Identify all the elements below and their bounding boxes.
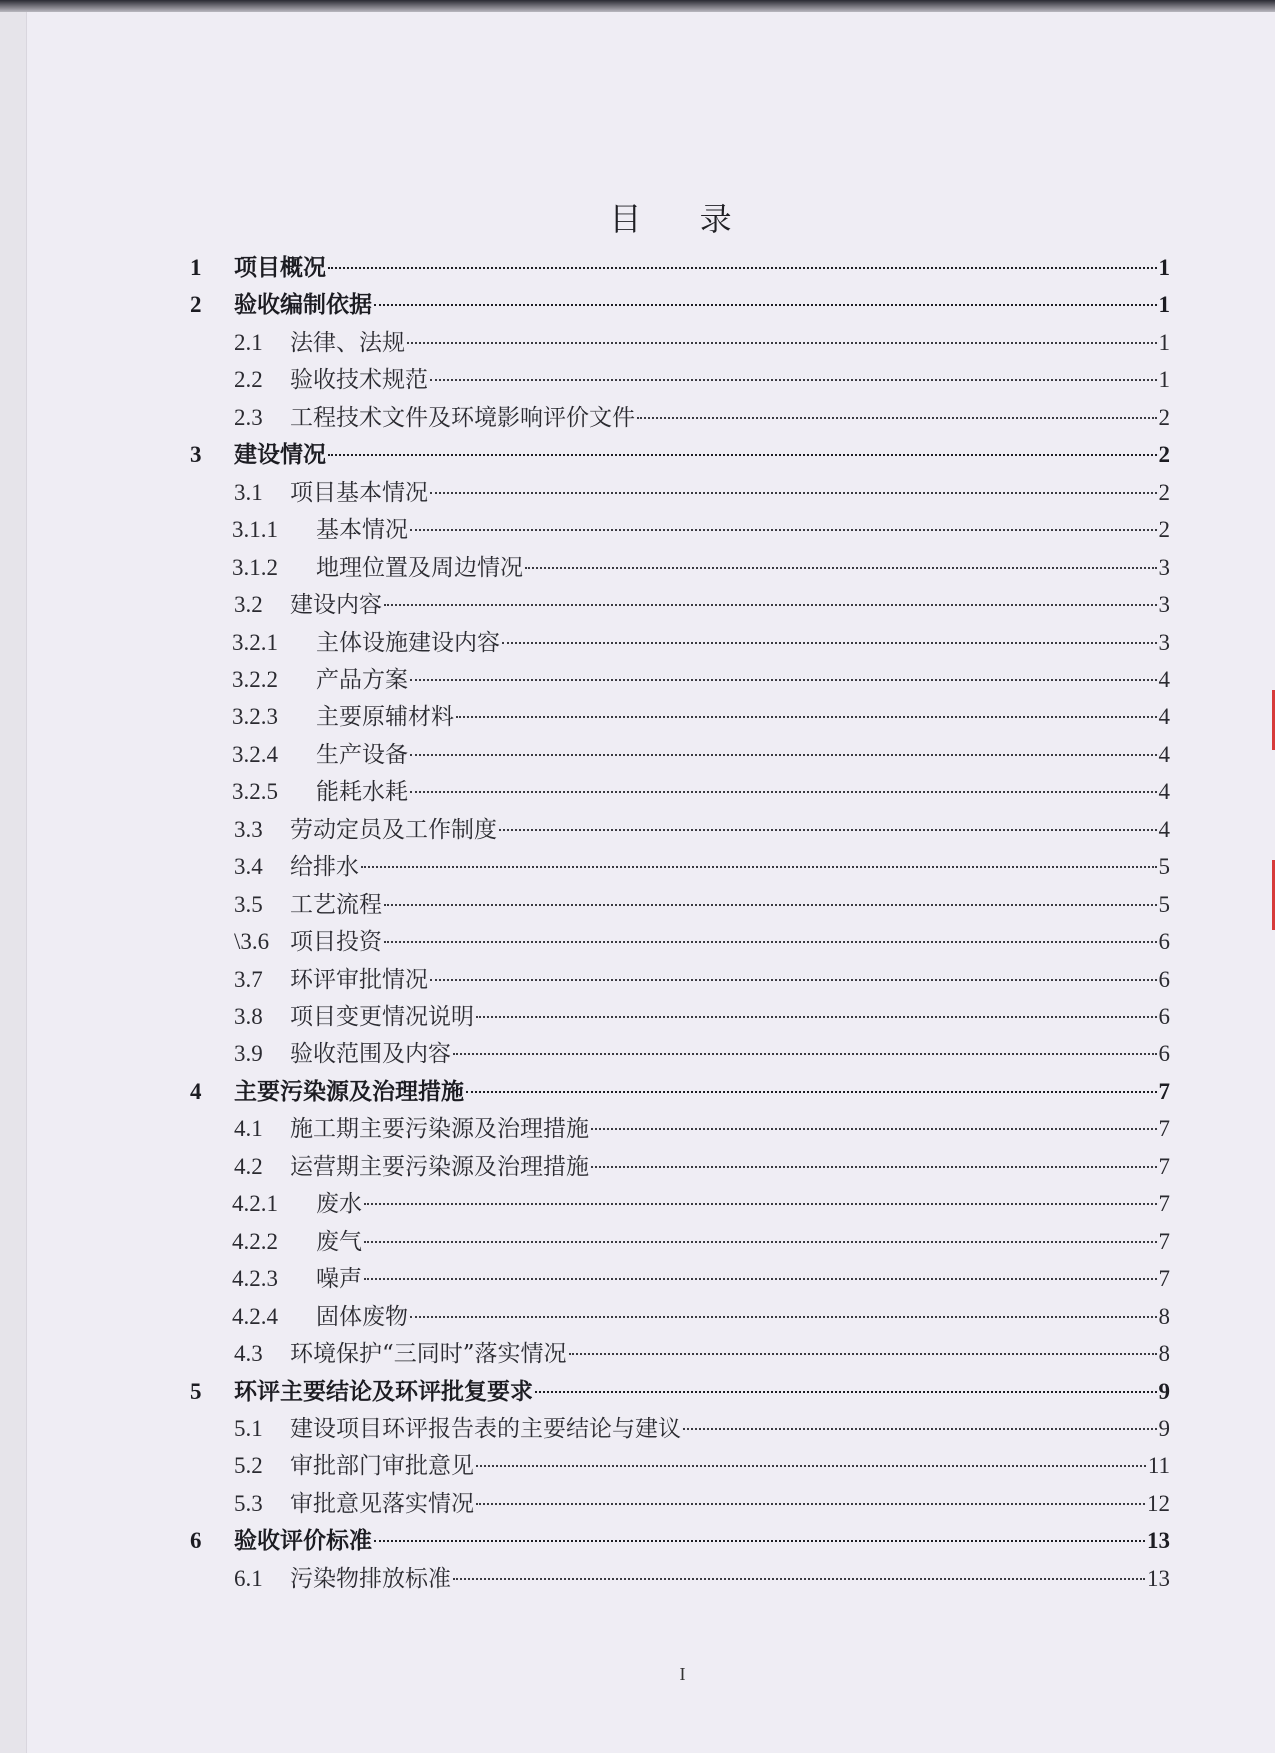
- toc-entry-label: 地理位置及周边情况: [316, 555, 523, 581]
- toc-entry[interactable]: [234, 1112, 1170, 1146]
- toc-entry[interactable]: [234, 1562, 1170, 1596]
- toc-entry-page: 1: [1158, 367, 1170, 392]
- toc-entry-page: 2: [1158, 405, 1170, 430]
- toc-dot-leader: [430, 492, 1157, 494]
- toc-entry-label: 污染物排放标准: [290, 1566, 451, 1592]
- toc-dot-leader: [364, 1278, 1157, 1280]
- toc-entry-page: 2: [1158, 442, 1170, 467]
- toc-entry[interactable]: [232, 626, 1170, 660]
- toc-entry[interactable]: [234, 588, 1170, 622]
- toc-entry[interactable]: [234, 326, 1170, 360]
- toc-entry[interactable]: [234, 1337, 1170, 1371]
- toc-entry-label: 建设内容: [290, 592, 382, 618]
- toc-dot-leader: [384, 904, 1157, 906]
- toc-entry-number: 2.3: [234, 405, 263, 430]
- toc-entry-number: 4.2.2: [232, 1229, 278, 1254]
- toc-entry-label: 产品方案: [316, 667, 408, 693]
- toc-entry[interactable]: [232, 513, 1170, 547]
- toc-entry-page: 13: [1147, 1566, 1170, 1591]
- toc-entry-label: 固体废物: [316, 1304, 408, 1330]
- toc-entry[interactable]: [234, 1150, 1170, 1184]
- toc-entry-number: 3.2.5: [232, 779, 278, 804]
- toc-entry-page: 7: [1158, 1266, 1170, 1291]
- toc-entry-number: 1: [190, 255, 202, 280]
- toc-entry-number: 3.1.1: [232, 517, 278, 542]
- toc-dot-leader: [364, 1203, 1157, 1205]
- toc-entry-page: 4: [1158, 667, 1170, 692]
- toc-entry-label: 噪声: [316, 1266, 362, 1292]
- toc-entry-label: 劳动定员及工作制度: [290, 817, 497, 843]
- toc-dot-leader: [328, 267, 1157, 269]
- toc-entry-label: 项目基本情况: [290, 480, 428, 506]
- toc-entry-page: 4: [1158, 817, 1170, 842]
- toc-entry[interactable]: [234, 1449, 1170, 1483]
- toc-entry-page: 2: [1158, 517, 1170, 542]
- toc-entry[interactable]: [190, 1075, 1170, 1109]
- toc-entry-number: 3.4: [234, 854, 263, 879]
- toc-entry-label: 工程技术文件及环境影响评价文件: [290, 405, 635, 431]
- toc-entry[interactable]: [234, 963, 1170, 997]
- toc-entry-page: 2: [1158, 480, 1170, 505]
- toc-entry-label: 环评审批情况: [290, 967, 428, 993]
- toc-entry-number: 3: [190, 442, 202, 467]
- toc-entry[interactable]: [234, 1037, 1170, 1071]
- toc-entry-number: 3.1.2: [232, 555, 278, 580]
- toc-entry[interactable]: [232, 1187, 1170, 1221]
- toc-entry-page: 4: [1158, 742, 1170, 767]
- toc-entry-number: 5.1: [234, 1416, 263, 1441]
- toc-entry-page: 7: [1158, 1191, 1170, 1216]
- toc-entry-label: 能耗水耗: [316, 779, 408, 805]
- toc-entry[interactable]: [190, 1524, 1170, 1558]
- toc-entry-label: 建设项目环评报告表的主要结论与建议: [290, 1416, 681, 1442]
- toc-entry-label: 运营期主要污染源及治理措施: [290, 1154, 589, 1180]
- toc-dot-leader: [476, 1465, 1146, 1467]
- toc-entry-page: 11: [1147, 1453, 1170, 1478]
- toc-entry-number: 2.1: [234, 330, 263, 355]
- toc-entry-page: 9: [1158, 1379, 1170, 1404]
- toc-dot-leader: [525, 567, 1157, 569]
- toc-entry-number: 3.2.4: [232, 742, 278, 767]
- toc-entry-label: 项目变更情况说明: [290, 1004, 474, 1030]
- toc-entry-page: 1: [1158, 255, 1170, 280]
- toc-entry-number: 4.2.3: [232, 1266, 278, 1291]
- toc-dot-leader: [410, 754, 1157, 756]
- toc-entry-label: 法律、法规: [290, 330, 405, 356]
- toc-dot-leader: [374, 304, 1157, 306]
- toc-entry-number: 5: [190, 1379, 202, 1404]
- toc-dot-leader: [410, 791, 1157, 793]
- toc-dot-leader: [476, 1503, 1145, 1505]
- toc-entry-page: 3: [1158, 630, 1170, 655]
- toc-entry[interactable]: [232, 551, 1170, 585]
- toc-dot-leader: [569, 1353, 1157, 1355]
- toc-entry-number: 2: [190, 292, 202, 317]
- toc-entry-page: 6: [1158, 1041, 1170, 1066]
- toc-entry[interactable]: [232, 700, 1170, 734]
- toc-entry-page: 3: [1158, 555, 1170, 580]
- toc-entry-page: 6: [1158, 1004, 1170, 1029]
- toc-entry-number: 3.2.2: [232, 667, 278, 692]
- toc-entry-page: 5: [1158, 854, 1170, 879]
- toc-entry-page: 4: [1158, 779, 1170, 804]
- toc-entry-label: 项目投资: [290, 929, 382, 955]
- toc-entry[interactable]: [232, 663, 1170, 697]
- toc-dot-leader: [384, 604, 1157, 606]
- toc-entry-number: 6.1: [234, 1566, 263, 1591]
- toc-entry-label: 工艺流程: [290, 892, 382, 918]
- toc-entry-number: 3.8: [234, 1004, 263, 1029]
- toc-entry-number: \3.6: [234, 929, 270, 954]
- toc-entry-number: 3.2: [234, 592, 263, 617]
- toc-entry[interactable]: [234, 1487, 1170, 1521]
- toc-entry-page: 8: [1158, 1341, 1170, 1366]
- toc-dot-leader: [410, 679, 1157, 681]
- toc-dot-leader: [364, 1241, 1157, 1243]
- toc-entry-number: 4.3: [234, 1341, 263, 1366]
- toc-entry-label: 建设情况: [234, 441, 326, 468]
- toc-dot-leader: [407, 342, 1157, 344]
- toc-entry-page: 1: [1158, 330, 1170, 355]
- toc-dot-leader: [637, 417, 1157, 419]
- toc-entry-label: 项目概况: [234, 254, 326, 281]
- toc-entry-number: 5.2: [234, 1453, 263, 1478]
- toc-entry-label: 主要污染源及治理措施: [234, 1078, 464, 1105]
- toc-entry-label: 审批部门审批意见: [290, 1453, 474, 1479]
- toc-entry-label: 验收编制依据: [234, 291, 372, 318]
- toc-entry-number: 3.7: [234, 967, 263, 992]
- toc-dot-leader: [361, 866, 1157, 868]
- toc-dot-leader: [591, 1166, 1157, 1168]
- toc-entry-page: 6: [1158, 967, 1170, 992]
- toc-entry[interactable]: [190, 288, 1170, 322]
- toc-entry[interactable]: [232, 1225, 1170, 1259]
- toc-entry-label: 审批意见落实情况: [290, 1491, 474, 1517]
- toc-entry-number: 3.9: [234, 1041, 263, 1066]
- toc-entry[interactable]: [234, 1412, 1170, 1446]
- toc-entry-label: 主要原辅材料: [316, 704, 454, 730]
- toc-dot-leader: [535, 1391, 1157, 1393]
- toc-entry-label: 验收范围及内容: [290, 1041, 451, 1067]
- toc-dot-leader: [328, 454, 1157, 456]
- toc-entry-page: 9: [1158, 1416, 1170, 1441]
- toc-entry[interactable]: [234, 1000, 1170, 1034]
- toc-dot-leader: [410, 1316, 1157, 1318]
- toc-entry-number: 3.3: [234, 817, 263, 842]
- toc-dot-leader: [453, 1053, 1157, 1055]
- toc-entry-label: 施工期主要污染源及治理措施: [290, 1116, 589, 1142]
- toc-entry-page: 8: [1158, 1304, 1170, 1329]
- toc-dot-leader: [476, 1016, 1157, 1018]
- toc-entry-number: 3.2.3: [232, 704, 278, 729]
- toc-entry-number: 4.2: [234, 1154, 263, 1179]
- toc-entry-number: 3.1: [234, 480, 263, 505]
- toc-entry[interactable]: [234, 476, 1170, 510]
- toc-entry-label: 基本情况: [316, 517, 408, 543]
- toc-dot-leader: [384, 941, 1157, 943]
- toc-entry[interactable]: [232, 775, 1170, 809]
- toc-dot-leader: [456, 716, 1157, 718]
- toc-entry-number: 4.1: [234, 1116, 263, 1141]
- toc-entry[interactable]: [190, 251, 1170, 285]
- toc-dot-leader: [430, 979, 1157, 981]
- toc-entry-number: 4.2.1: [232, 1191, 278, 1216]
- toc-entry-number: 4: [190, 1079, 202, 1104]
- toc-entry[interactable]: [232, 738, 1170, 772]
- toc-dot-leader: [466, 1091, 1157, 1093]
- toc-entry-label: 主体设施建设内容: [316, 630, 500, 656]
- toc-entry-label: 环境保护“三同时”落实情况: [290, 1341, 567, 1367]
- toc-entry-label: 验收技术规范: [290, 367, 428, 393]
- page-number: I: [679, 1664, 686, 1684]
- toc-entry-label: 验收评价标准: [234, 1527, 372, 1554]
- toc-entry-number: 5.3: [234, 1491, 263, 1516]
- toc-dot-leader: [591, 1128, 1157, 1130]
- toc-entry-number: 2.2: [234, 367, 263, 392]
- toc-entry-label: 给排水: [290, 854, 359, 880]
- toc-title: 目 录: [609, 200, 756, 238]
- toc-entry[interactable]: [234, 888, 1170, 922]
- toc-entry-page: 7: [1158, 1079, 1170, 1104]
- toc-dot-leader: [374, 1540, 1145, 1542]
- toc-dot-leader: [430, 379, 1157, 381]
- toc-entry-page: 6: [1158, 929, 1170, 954]
- toc-entry-page: 7: [1158, 1229, 1170, 1254]
- toc-entry[interactable]: [234, 813, 1170, 847]
- toc-entry-page: 13: [1147, 1528, 1170, 1553]
- toc-entry-number: 3.5: [234, 892, 263, 917]
- toc-entry-page: 5: [1158, 892, 1170, 917]
- toc-entry-page: 1: [1158, 292, 1170, 317]
- toc-entry-page: 7: [1158, 1154, 1170, 1179]
- toc-dot-leader: [683, 1428, 1157, 1430]
- toc-entry[interactable]: [190, 438, 1170, 472]
- toc-entry[interactable]: [234, 401, 1170, 435]
- toc-dot-leader: [499, 829, 1157, 831]
- toc-entry-page: 12: [1147, 1491, 1170, 1516]
- toc-dot-leader: [453, 1578, 1145, 1580]
- toc-entry[interactable]: [234, 925, 1170, 959]
- toc-entry-page: 4: [1158, 704, 1170, 729]
- toc-dot-leader: [502, 642, 1157, 644]
- toc-entry-number: 6: [190, 1528, 202, 1553]
- toc-dot-leader: [410, 529, 1157, 531]
- toc-entry-label: 废气: [316, 1229, 362, 1255]
- toc-entry-label: 废水: [316, 1191, 362, 1217]
- toc-entry[interactable]: [190, 1375, 1170, 1409]
- toc-entry-page: 7: [1158, 1116, 1170, 1141]
- toc-entry-label: 环评主要结论及环评批复要求: [234, 1378, 533, 1405]
- toc-entry-label: 生产设备: [316, 742, 408, 768]
- toc-entry-page: 3: [1158, 592, 1170, 617]
- toc-entry[interactable]: [234, 850, 1170, 884]
- toc-entry[interactable]: [232, 1300, 1170, 1334]
- toc-entry-number: 4.2.4: [232, 1304, 278, 1329]
- toc-entry[interactable]: [234, 363, 1170, 397]
- toc-entry[interactable]: [232, 1262, 1170, 1296]
- toc-entry-number: 3.2.1: [232, 630, 278, 655]
